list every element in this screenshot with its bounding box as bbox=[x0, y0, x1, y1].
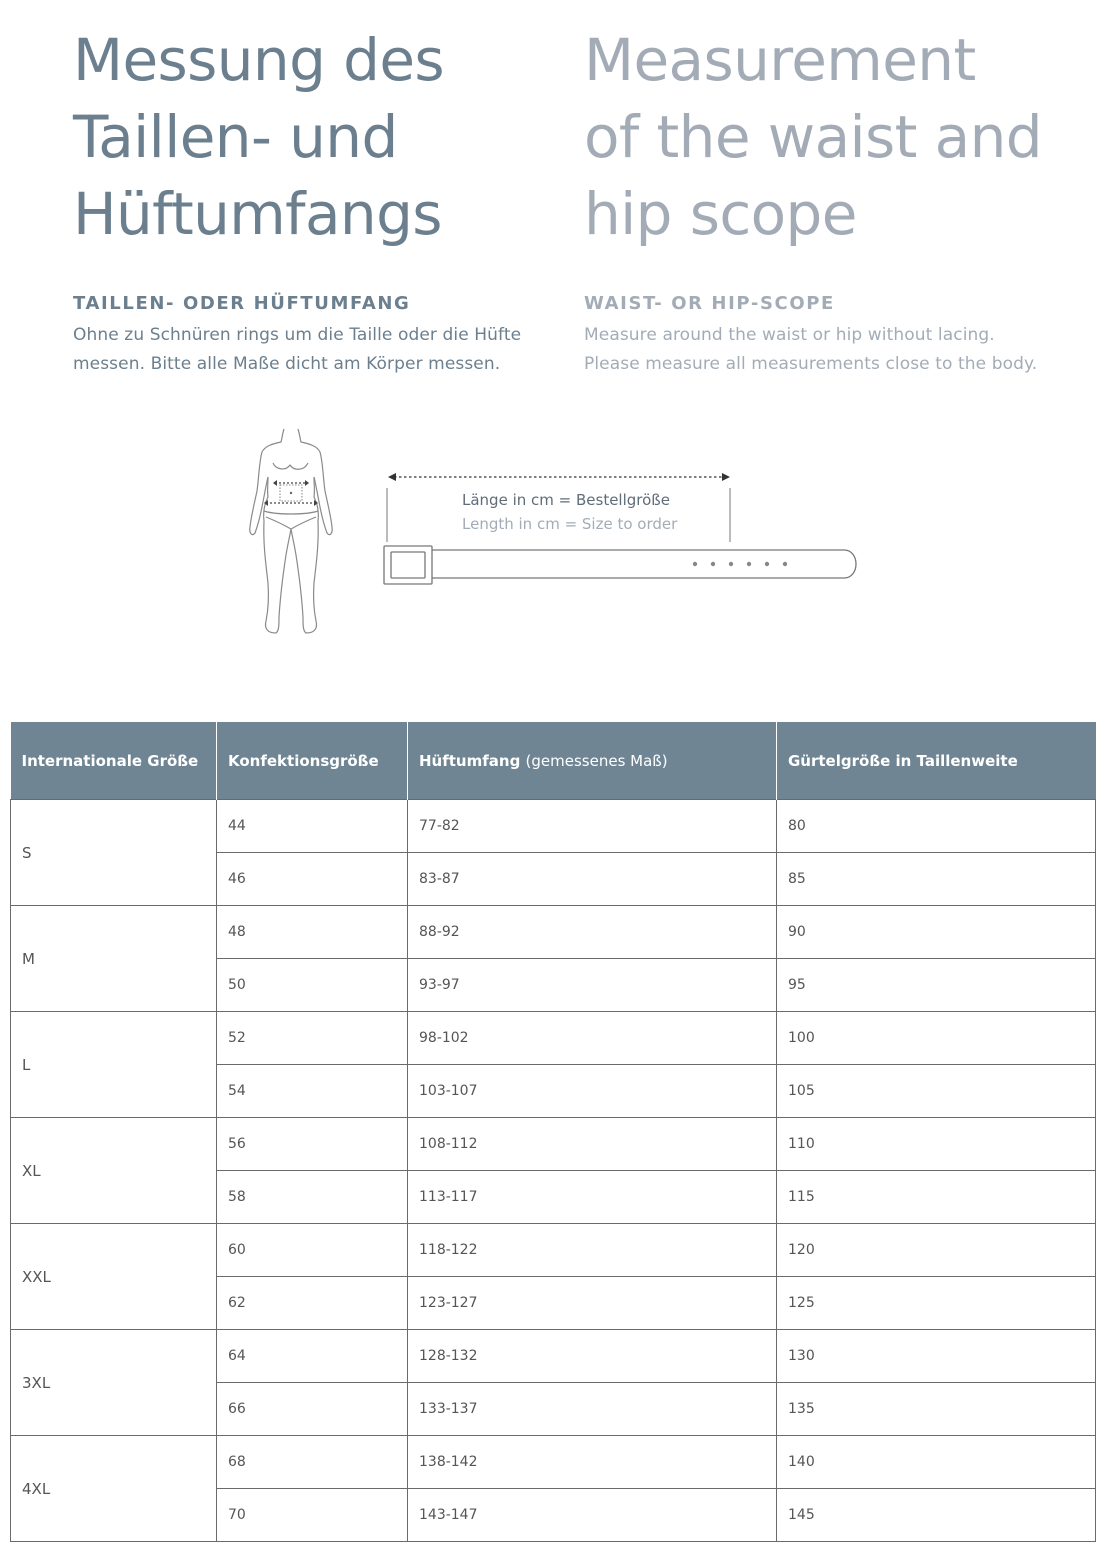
cell-konfektion: 66 bbox=[217, 1383, 408, 1436]
table-row bbox=[11, 1330, 1096, 1383]
cell-guertelgroesse: 125 bbox=[777, 1277, 1096, 1330]
body-outline-icon bbox=[246, 425, 336, 637]
cell-intl-size: XL bbox=[11, 1118, 217, 1224]
cell-guertelgroesse: 80 bbox=[777, 800, 1096, 853]
cell-konfektion: 58 bbox=[217, 1171, 408, 1224]
table-row bbox=[11, 800, 1096, 853]
cell-hueftumfang: 128-132 bbox=[408, 1330, 777, 1383]
cell-intl-size: 3XL bbox=[11, 1330, 217, 1436]
belt-label-de: Länge in cm = Bestellgröße bbox=[462, 491, 670, 509]
header-huef-sub: (gemessenes Maß) bbox=[525, 751, 668, 770]
cell-guertelgroesse: 110 bbox=[777, 1118, 1096, 1171]
body-de: Ohne zu Schnüren rings um die Taille oder die Hüfte messen. Bitte alle Maße dicht am Körper messen. bbox=[73, 325, 522, 374]
table-body bbox=[11, 800, 1096, 1542]
cell-hueftumfang: 133-137 bbox=[408, 1383, 777, 1436]
cell-intl-size: 4XL bbox=[11, 1436, 217, 1542]
cell-guertelgroesse: 85 bbox=[777, 853, 1096, 906]
body-en: Measure around the waist or hip without lacing. Please measure all measurements close to the body. bbox=[584, 325, 1038, 374]
title-de: Messung des Taillen- und Hüftumfangs bbox=[73, 26, 445, 248]
cell-hueftumfang: 93-97 bbox=[408, 959, 777, 1012]
header-huef-main: Hüftumfang bbox=[419, 751, 521, 770]
cell-hueftumfang: 88-92 bbox=[408, 906, 777, 959]
cell-konfektion: 68 bbox=[217, 1436, 408, 1489]
cell-guertelgroesse: 140 bbox=[777, 1436, 1096, 1489]
cell-intl-size: XXL bbox=[11, 1224, 217, 1330]
table-row bbox=[11, 1436, 1096, 1489]
cell-guertelgroesse: 135 bbox=[777, 1383, 1096, 1436]
intro-de bbox=[73, 22, 563, 374]
cell-intl-size: M bbox=[11, 906, 217, 1012]
table-row bbox=[11, 1012, 1096, 1065]
subhead-en: WAIST- OR HIP-SCOPE bbox=[584, 293, 835, 314]
cell-guertelgroesse: 100 bbox=[777, 1012, 1096, 1065]
cell-hueftumfang: 108-112 bbox=[408, 1118, 777, 1171]
cell-konfektion: 60 bbox=[217, 1224, 408, 1277]
cell-hueftumfang: 123-127 bbox=[408, 1277, 777, 1330]
table-header-row bbox=[11, 722, 1096, 800]
cell-hueftumfang: 98-102 bbox=[408, 1012, 777, 1065]
header-belt: Gürtelgröße in Taillenweite bbox=[777, 722, 1096, 800]
cell-konfektion: 56 bbox=[217, 1118, 408, 1171]
header-huef bbox=[408, 722, 777, 800]
cell-hueftumfang: 83-87 bbox=[408, 853, 777, 906]
header-intl: Internationale Größe bbox=[11, 722, 217, 800]
cell-hueftumfang: 138-142 bbox=[408, 1436, 777, 1489]
table-row bbox=[11, 1224, 1096, 1277]
cell-konfektion: 50 bbox=[217, 959, 408, 1012]
cell-konfektion: 44 bbox=[217, 800, 408, 853]
cell-guertelgroesse: 145 bbox=[777, 1489, 1096, 1542]
cell-intl-size: L bbox=[11, 1012, 217, 1118]
title-en: Measurement of the waist and hip scope bbox=[584, 26, 1042, 248]
cell-guertelgroesse: 115 bbox=[777, 1171, 1096, 1224]
cell-guertelgroesse: 90 bbox=[777, 906, 1096, 959]
cell-konfektion: 64 bbox=[217, 1330, 408, 1383]
table-row bbox=[11, 1118, 1096, 1171]
cell-guertelgroesse: 130 bbox=[777, 1330, 1096, 1383]
cell-guertelgroesse: 95 bbox=[777, 959, 1096, 1012]
cell-konfektion: 62 bbox=[217, 1277, 408, 1330]
size-table bbox=[10, 722, 1096, 1542]
header-konf: Konfektionsgröße bbox=[217, 722, 408, 800]
intro-en bbox=[584, 22, 1104, 374]
cell-hueftumfang: 103-107 bbox=[408, 1065, 777, 1118]
table-row bbox=[11, 906, 1096, 959]
cell-hueftumfang: 143-147 bbox=[408, 1489, 777, 1542]
cell-konfektion: 52 bbox=[217, 1012, 408, 1065]
cell-konfektion: 54 bbox=[217, 1065, 408, 1118]
cell-konfektion: 48 bbox=[217, 906, 408, 959]
cell-hueftumfang: 77-82 bbox=[408, 800, 777, 853]
cell-guertelgroesse: 105 bbox=[777, 1065, 1096, 1118]
cell-konfektion: 46 bbox=[217, 853, 408, 906]
belt-label-en: Length in cm = Size to order bbox=[462, 515, 678, 533]
cell-hueftumfang: 113-117 bbox=[408, 1171, 777, 1224]
cell-guertelgroesse: 120 bbox=[777, 1224, 1096, 1277]
subhead-de: TAILLEN- ODER HÜFTUMFANG bbox=[73, 293, 411, 314]
cell-hueftumfang: 118-122 bbox=[408, 1224, 777, 1277]
cell-intl-size: S bbox=[11, 800, 217, 906]
cell-konfektion: 70 bbox=[217, 1489, 408, 1542]
